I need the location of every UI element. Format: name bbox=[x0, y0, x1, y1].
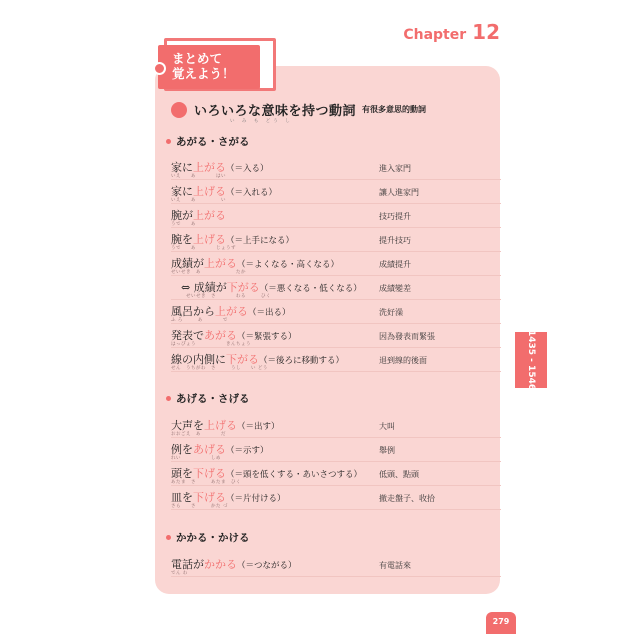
phrase-paren: （＝示す） bbox=[226, 446, 269, 456]
phrase-verb: 下がる bbox=[226, 353, 259, 366]
phrase-furigana: うで あ bbox=[171, 222, 196, 227]
page-number: 279 bbox=[486, 612, 516, 634]
phrase-paren: （＝後ろに移動する） bbox=[259, 356, 345, 366]
table-row bbox=[171, 252, 501, 276]
phrase-translation: 成績提升 bbox=[379, 260, 411, 269]
phrase-translation: 進入家門 bbox=[379, 164, 411, 173]
table-row bbox=[171, 462, 501, 486]
range-tab bbox=[515, 329, 547, 391]
phrase-furigana: せいせき さ わる ひく bbox=[181, 294, 271, 299]
phrase bbox=[171, 556, 297, 572]
phrase-verb: かかる bbox=[204, 558, 237, 571]
section-heading bbox=[166, 530, 250, 545]
phrase-noun: ⇔ 成績が bbox=[181, 281, 227, 294]
phrase-translation: 成績變差 bbox=[379, 284, 411, 293]
heart-icon bbox=[153, 62, 166, 75]
phrase-verb: 上げる bbox=[193, 185, 226, 198]
table-row bbox=[171, 414, 501, 438]
phrase-noun: 線の内側に bbox=[171, 353, 226, 366]
title-japanese: いろいろな意味を持つ動詞 bbox=[194, 104, 357, 119]
phrase-furigana: さら さ かた づ bbox=[171, 504, 228, 509]
bullet-icon bbox=[166, 535, 171, 540]
phrase-translation: 低頭、點頭 bbox=[379, 470, 419, 479]
phrase-paren: （＝入れる） bbox=[226, 188, 278, 198]
phrase-translation: 提升技巧 bbox=[379, 236, 411, 245]
phrase-translation: 退到線的後面 bbox=[379, 356, 427, 365]
circle-icon bbox=[171, 102, 187, 118]
phrase-noun: 成績が bbox=[171, 257, 204, 270]
phrase-verb: 上がる bbox=[193, 161, 226, 174]
chapter-heading bbox=[403, 20, 500, 44]
section-heading-text: あがる・さがる bbox=[176, 136, 250, 148]
phrase-translation: 洗好澡 bbox=[379, 308, 403, 317]
phrase-noun: 発表で bbox=[171, 329, 204, 342]
phrase-translation: 大叫 bbox=[379, 422, 395, 431]
table-row bbox=[171, 486, 501, 510]
phrase-furigana: はっぴょう きんちょう bbox=[171, 342, 251, 347]
phrase-translation: 讓人進家門 bbox=[379, 188, 419, 197]
badge-line1: まとめて bbox=[172, 51, 223, 66]
phrase-furigana: うで あ じょうず bbox=[171, 246, 236, 251]
table-row bbox=[171, 324, 501, 348]
phrase-translation: 技巧提升 bbox=[379, 212, 411, 221]
phrase-furigana: せいせき あ たか bbox=[171, 270, 246, 275]
phrase-translation: 因為發表而緊張 bbox=[379, 332, 435, 341]
phrase-verb: 上がる bbox=[215, 305, 248, 318]
table-row bbox=[171, 156, 501, 180]
phrase-noun: 家に bbox=[171, 161, 193, 174]
phrase-furigana: いえ あ い bbox=[171, 198, 226, 203]
phrase-verb: 上げる bbox=[204, 419, 237, 432]
phrase-verb: 上がる bbox=[193, 209, 226, 222]
phrase-noun: 腕が bbox=[171, 209, 193, 222]
table-row bbox=[171, 300, 501, 324]
phrase-paren: （＝出る） bbox=[248, 308, 291, 318]
section-title bbox=[171, 100, 426, 119]
phrase-paren: （＝頭を低くする・あいさつする） bbox=[226, 470, 363, 480]
phrase-paren: （＝悪くなる・低くなる） bbox=[259, 284, 362, 294]
phrase-noun: 大声を bbox=[171, 419, 204, 432]
section-heading-text: あげる・さげる bbox=[176, 393, 250, 405]
phrase-noun: 例を bbox=[171, 443, 193, 456]
phrase-paren: （＝上手になる） bbox=[226, 236, 295, 246]
phrase-verb: 下げる bbox=[193, 467, 226, 480]
phrase-noun: 風呂から bbox=[171, 305, 215, 318]
phrase-furigana: あたま さ あたま ひく bbox=[171, 480, 241, 485]
section-heading bbox=[166, 134, 250, 149]
chapter-word: Chapter bbox=[403, 27, 467, 43]
phrase-noun: 電話が bbox=[171, 558, 204, 571]
phrase-furigana: れい しめ bbox=[171, 456, 221, 461]
phrase-noun: 皿を bbox=[171, 491, 193, 504]
title-furigana: い み も どう し bbox=[230, 119, 293, 124]
table-row bbox=[171, 553, 501, 577]
table-row bbox=[171, 438, 501, 462]
phrase-furigana: せん うちがわ さ うし い どう bbox=[171, 366, 268, 371]
phrase-verb: 下がる bbox=[226, 281, 260, 294]
phrase-furigana: ふ ろ あ で bbox=[171, 318, 228, 323]
phrase-paren: （＝入る） bbox=[226, 164, 269, 174]
phrase-verb: 下げる bbox=[193, 491, 226, 504]
summary-badge bbox=[158, 45, 260, 89]
range-tab-label: 1435 - 1546 bbox=[526, 329, 536, 391]
phrase-noun: 家に bbox=[171, 185, 193, 198]
phrase-paren: （＝出す） bbox=[237, 422, 280, 432]
phrase-noun: 頭を bbox=[171, 467, 193, 480]
table-row bbox=[171, 228, 501, 252]
section-heading bbox=[166, 391, 250, 406]
phrase-paren: （＝緊張する） bbox=[237, 332, 297, 342]
phrase-translation: 有電話來 bbox=[379, 561, 411, 570]
phrase-furigana: いえ あ はい bbox=[171, 174, 226, 179]
phrase-noun: 腕を bbox=[171, 233, 193, 246]
phrase-verb: あがる bbox=[204, 329, 237, 342]
phrase-paren: （＝つながる） bbox=[237, 561, 297, 571]
phrase-paren: （＝片付ける） bbox=[226, 494, 286, 504]
phrase-furigana: おおごえ あ だ bbox=[171, 432, 226, 437]
chapter-number: 12 bbox=[472, 20, 500, 44]
phrase-furigana: でん わ bbox=[171, 571, 188, 576]
phrase-translation: 撤走盤子、收拾 bbox=[379, 494, 435, 503]
table-row bbox=[171, 180, 501, 204]
phrase-translation: 舉例 bbox=[379, 446, 395, 455]
phrase-verb: 上がる bbox=[204, 257, 237, 270]
section-heading-text: かかる・かける bbox=[176, 532, 250, 544]
badge-line2: 覚えよう！ bbox=[172, 66, 235, 81]
phrase-verb: あげる bbox=[193, 443, 226, 456]
title-chinese: 有很多意思的動詞 bbox=[362, 105, 427, 114]
table-row bbox=[171, 204, 501, 228]
bullet-icon bbox=[166, 396, 171, 401]
table-row bbox=[171, 276, 501, 300]
table-row bbox=[171, 348, 501, 372]
phrase-verb: 上げる bbox=[193, 233, 226, 246]
bullet-icon bbox=[166, 139, 171, 144]
phrase-paren: （＝よくなる・高くなる） bbox=[237, 260, 340, 270]
